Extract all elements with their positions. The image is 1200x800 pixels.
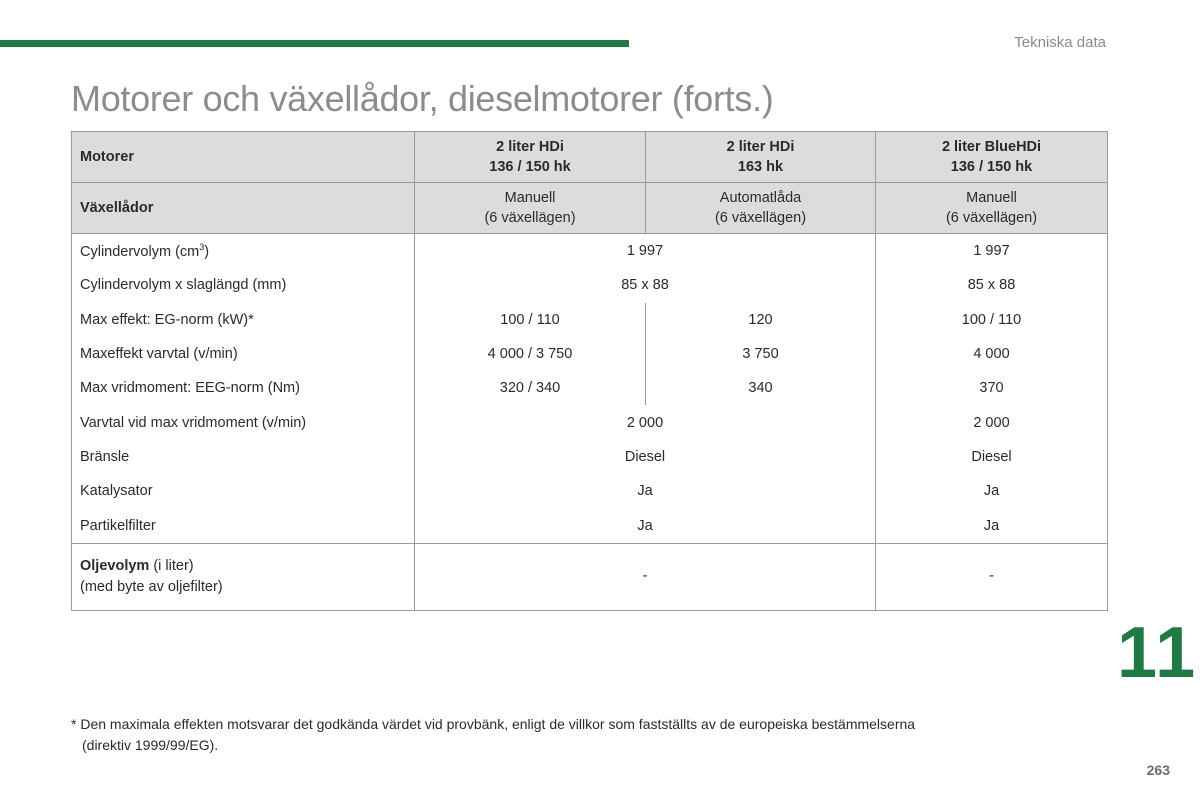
cell-col3: Diesel [876,440,1108,474]
page-number: 263 [1146,762,1170,778]
oil-volume-row [72,543,1108,610]
row-label: Cylindervolym x slaglängd (mm) [72,268,415,302]
row-label: Maxeffekt varvtal (v/min) [72,337,415,371]
page-title: Motorer och växellådor, dieselmotorer (forts.) [71,78,774,119]
section-accent-bar [0,40,629,47]
row-label: Max vridmoment: EEG-norm (Nm) [72,371,415,405]
cell-col3: 1 997 [876,234,1108,269]
cell-merged: 1 997 [626,243,664,260]
gearbox-col-2: Automatlåda (6 växellägen) [646,183,876,234]
cell-merged: 2 000 [626,414,664,431]
engine-col-1: 2 liter HDi 136 / 150 hk [415,132,646,183]
gearbox-col-1: Manuell (6 växellägen) [415,183,646,234]
cell-merged: Diesel [624,448,666,465]
row-label: Katalysator [72,474,415,508]
row-label: Varvtal vid max vridmoment (v/min) [72,405,415,439]
section-label: Tekniska data [1014,34,1106,51]
cell-col3: 100 / 110 [876,303,1108,337]
gearbox-header-row [72,183,1108,234]
table-row [72,268,1108,302]
cell-col3: 85 x 88 [876,268,1108,302]
table-row [72,508,1108,543]
footnote [71,714,1071,756]
cell-col3: Ja [876,474,1108,508]
row-label: Cylindervolym $(cm^3)$ [72,234,415,269]
row-label: Oljevolym (i liter) (med byte av oljefilter) [72,543,415,610]
engine-col-2: 2 liter HDi 163 hk [646,132,876,183]
table-row [72,474,1108,508]
row-label: Max effekt: EG-norm (kW)* [72,303,415,337]
cell-merged: Ja [637,517,653,534]
cell-col3: 4 000 [876,337,1108,371]
table-row [72,337,1108,371]
table-row [72,371,1108,405]
cell-merged: Ja [637,483,653,500]
cell-col3: 370 [876,371,1108,405]
engine-col-3: 2 liter BlueHDi 136 / 150 hk [876,132,1108,183]
cell-col3: Ja [876,508,1108,543]
footnote-line-1: * Den maximala effekten motsvarar det godkända värdet vid provbänk, enligt de villkor som fastställts av de europeiska bestämmelserna [71,716,916,732]
cell-col1: 4 000 / 3 750 [415,337,646,371]
chapter-number: 11 [1117,613,1198,693]
table-row [72,303,1108,337]
row-label: Växellådor [72,183,415,234]
table-row [72,405,1108,439]
gearbox-col-3: Manuell (6 växellägen) [876,183,1108,234]
row-label: Partikelfilter [72,508,415,543]
cell-merged: 85 x 88 [621,277,669,294]
cell-col1: 100 / 110 [415,303,646,337]
cell-col3: - [876,543,1108,610]
row-label: Motorer [72,132,415,183]
row-label: Bränsle [72,440,415,474]
cell-merged: - [415,543,876,610]
cell-col1: 320 / 340 [415,371,646,405]
cell-col2: 120 [748,311,773,328]
engine-header-row [72,132,1108,183]
table-row [72,234,1108,269]
table-row [72,440,1108,474]
engine-spec-table [71,131,1108,611]
cell-col3: 2 000 [876,405,1108,439]
cell-col2: 3 750 [742,346,779,363]
cell-col2: 340 [748,380,773,397]
footnote-line-2: (direktiv 1999/99/EG). [82,737,219,753]
